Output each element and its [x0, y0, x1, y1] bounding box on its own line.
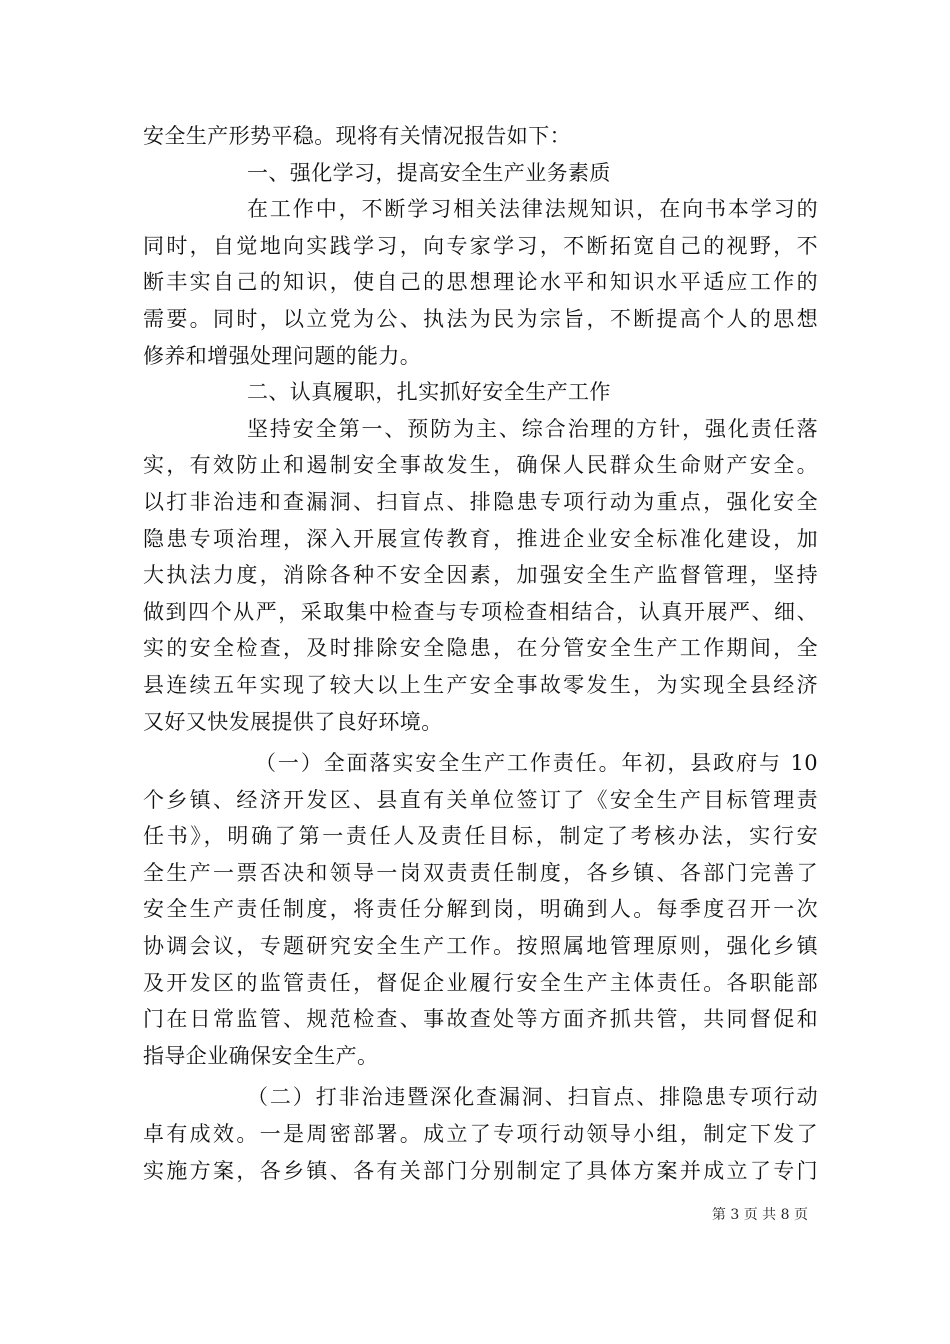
- paragraph-line: 实，有效防止和遏制安全事故发生，确保人民群众生命财产安全。: [143, 453, 818, 478]
- paragraph-line: 又好又快发展提供了良好环境。: [143, 709, 443, 734]
- subsection-line: （一）全面落实安全生产工作责任。年初，县政府与 10: [255, 751, 818, 776]
- paragraph-line: 卓有成效。一是周密部署。成立了专项行动领导小组，制定下发了: [143, 1122, 818, 1147]
- paragraph-line: 大执法力度，消除各种不安全因素，加强安全生产监督管理，坚持: [143, 563, 818, 588]
- paragraph-line: 安全生产责任制度，将责任分解到岗，明确到人。每季度召开一次: [143, 897, 818, 922]
- paragraph-line: 全生产一票否决和领导一岗双责责任制度，各乡镇、各部门完善了: [143, 860, 818, 885]
- paragraph-line: 隐患专项治理，深入开展宣传教育，推进企业安全标准化建设，加: [143, 526, 818, 551]
- paragraph-line: 县连续五年实现了较大以上生产安全事故零发生，为实现全县经济: [143, 672, 818, 697]
- paragraph-line: 做到四个从严，采取集中检查与专项检查相结合，认真开展严、细、: [143, 599, 818, 624]
- paragraph-line: 协调会议，专题研究安全生产工作。按照属地管理原则，强化乡镇: [143, 934, 818, 959]
- body-text: [143, 118, 818, 1189]
- paragraph-line: 指导企业确保安全生产。: [143, 1043, 379, 1068]
- paragraph-line: 门在日常监管、规范检查、事故查处等方面齐抓共管，共同督促和: [143, 1007, 818, 1032]
- paragraph-line: 修养和增强处理问题的能力。: [143, 343, 422, 368]
- paragraph-line: 任书》，明确了第一责任人及责任目标，制定了考核办法，实行安: [143, 824, 818, 849]
- paragraph-line: 在工作中，不断学习相关法律法规知识，在向书本学习的: [247, 197, 818, 222]
- paragraph-line: 实施方案，各乡镇、各有关部门分别制定了具体方案并成立了专门: [143, 1158, 818, 1183]
- paragraph-line: 同时，自觉地向实践学习，向专家学习，不断拓宽自己的视野，不: [143, 233, 818, 258]
- paragraph-line: 需要。同时，以立党为公、执法为民为宗旨，不断提高个人的思想: [143, 306, 818, 331]
- subsection-line: （二）打非治违暨深化查漏洞、扫盲点、排隐患专项行动: [247, 1085, 818, 1110]
- paragraph-line: 实的安全检查，及时排除安全隐患，在分管安全生产工作期间，全: [143, 636, 818, 661]
- section-heading: 一、强化学习，提高安全生产业务素质: [247, 160, 611, 185]
- paragraph-line: 以打非治违和查漏洞、扫盲点、排隐患专项行动为重点，强化安全: [143, 489, 818, 514]
- section-heading: 二、认真履职，扎实抓好安全生产工作: [247, 380, 611, 405]
- paragraph-line: 坚持安全第一、预防为主、综合治理的方针，强化责任落: [247, 416, 818, 441]
- paragraph-line: 安全生产形势平稳。现将有关情况报告如下：: [143, 124, 571, 148]
- paragraph-line: 个乡镇、经济开发区、县直有关单位签订了《安全生产目标管理责: [143, 787, 818, 812]
- page-number: 第 3 页 共 8 页: [711, 1207, 808, 1223]
- paragraph-line: 及开发区的监管责任，督促企业履行安全生产主体责任。各职能部: [143, 970, 818, 995]
- paragraph-line: 断丰实自己的知识，使自己的思想理论水平和知识水平适应工作的: [143, 270, 818, 295]
